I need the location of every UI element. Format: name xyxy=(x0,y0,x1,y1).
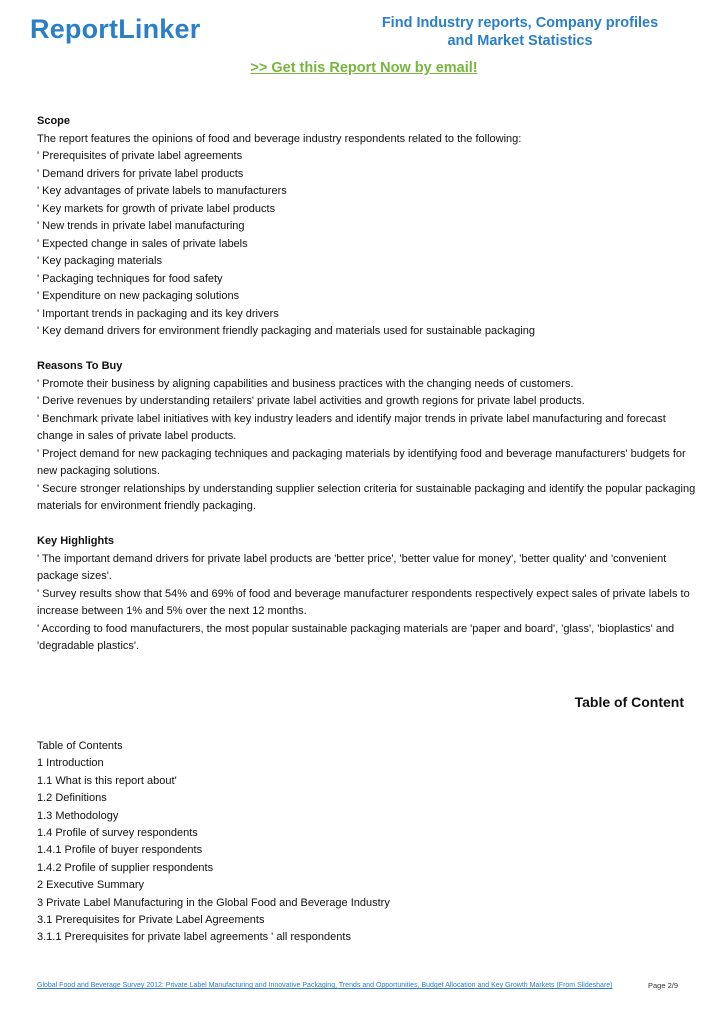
reason-item: ' Promote their business by aligning capabilities and business practices with the changing needs of customers. xyxy=(37,377,574,390)
scope-intro: The report features the opinions of food and beverage industry respondents related to the following: xyxy=(37,132,522,145)
scope-item: ' Important trends in packaging and its key drivers xyxy=(37,307,279,320)
toc-item: 1.4 Profile of survey respondents xyxy=(37,827,198,840)
footer-report-link[interactable]: Global Food and Beverage Survey 2012: Private Label Manufacturing and Innovative Packaging, Trends and Opportunities, Budget Allocation and Key Growth Markets (From Slideshare) xyxy=(37,982,613,989)
highlights-section xyxy=(37,533,697,656)
tagline xyxy=(372,14,668,50)
toc-item: 1 Introduction xyxy=(37,757,104,770)
reason-item: ' Project demand for new packaging techniques and packaging materials by identifying food and beverage manufacturers' budgets for new packaging solutions. xyxy=(37,447,686,477)
report-body xyxy=(37,113,697,673)
toc-item: 3 Private Label Manufacturing in the Global Food and Beverage Industry xyxy=(37,896,390,909)
highlight-item: ' According to food manufacturers, the most popular sustainable packaging materials are 'paper and board', 'glass', 'bioplastics' and 'degradable plastics'. xyxy=(37,622,675,652)
scope-item: ' Key demand drivers for environment friendly packaging and materials used for sustainable packaging xyxy=(37,325,535,337)
toc-item: 1.1 What is this report about' xyxy=(37,774,177,787)
toc-item: 3.1.1 Prerequisites for private label agreements ' all respondents xyxy=(37,931,351,944)
tagline-line-2: and Market Statistics xyxy=(447,33,593,49)
toc-item: 2 Executive Summary xyxy=(37,879,144,892)
toc-item: 1.4.2 Profile of supplier respondents xyxy=(37,861,214,874)
toc-item: 1.4.1 Profile of buyer respondents xyxy=(37,844,203,857)
highlight-item: ' Survey results show that 54% and 69% of food and beverage manufacturer respondents respectively expect sales of private labels to increase between 1% and 5% over the next 12 months. xyxy=(37,587,690,617)
scope-item: ' Packaging techniques for food safety xyxy=(37,272,223,285)
reasons-title: Reasons To Buy xyxy=(37,360,123,372)
toc-item: 3.1 Prerequisites for Private Label Agreements xyxy=(37,914,265,927)
toc-header: Table of Content xyxy=(574,694,684,710)
scope-item: ' Key packaging materials xyxy=(37,255,162,267)
page-number: Page 2/9 xyxy=(647,981,678,990)
tagline-line-1: Find Industry reports, Company profiles xyxy=(381,15,659,31)
toc-item: 1.2 Definitions xyxy=(37,792,107,805)
scope-item: ' Demand drivers for private label products xyxy=(37,167,244,180)
scope-item: ' Expenditure on new packaging solutions xyxy=(37,290,240,302)
scope-item: ' Expected change in sales of private labels xyxy=(37,237,248,250)
scope-title: Scope xyxy=(37,115,71,127)
scope-section xyxy=(37,113,697,341)
scope-item: ' Prerequisites of private label agreements xyxy=(37,150,243,162)
reportlinker-logo[interactable]: ReportLinker xyxy=(30,14,201,44)
get-report-link[interactable]: >> Get this Report Now by email! xyxy=(250,60,478,76)
scope-item: ' Key markets for growth of private label products xyxy=(37,202,276,215)
highlight-item: ' The important demand drivers for private label products are 'better price', 'better value for money', 'better quality' and 'convenient package sizes'. xyxy=(37,552,667,582)
toc-list xyxy=(37,738,697,947)
reason-item: ' Derive revenues by understanding retailers' private label activities and growth regions for private label products. xyxy=(37,395,585,407)
reason-item: ' Secure stronger relationships by understanding supplier selection criteria for sustainable packaging and identify the popular packaging materials for environment friendly packaging. xyxy=(37,482,696,512)
scope-item: ' New trends in private label manufacturing xyxy=(37,220,245,232)
reason-item: ' Benchmark private label initiatives with key industry leaders and identify major trends in private label manufacturing and forecast change in sales of private label products. xyxy=(37,412,666,442)
reasons-section xyxy=(37,358,697,516)
toc-item: Table of Contents xyxy=(37,740,123,752)
scope-item: ' Key advantages of private labels to manufacturers xyxy=(37,185,287,197)
highlights-title: Key Highlights xyxy=(37,535,115,547)
toc-item: 1.3 Methodology xyxy=(37,809,119,822)
